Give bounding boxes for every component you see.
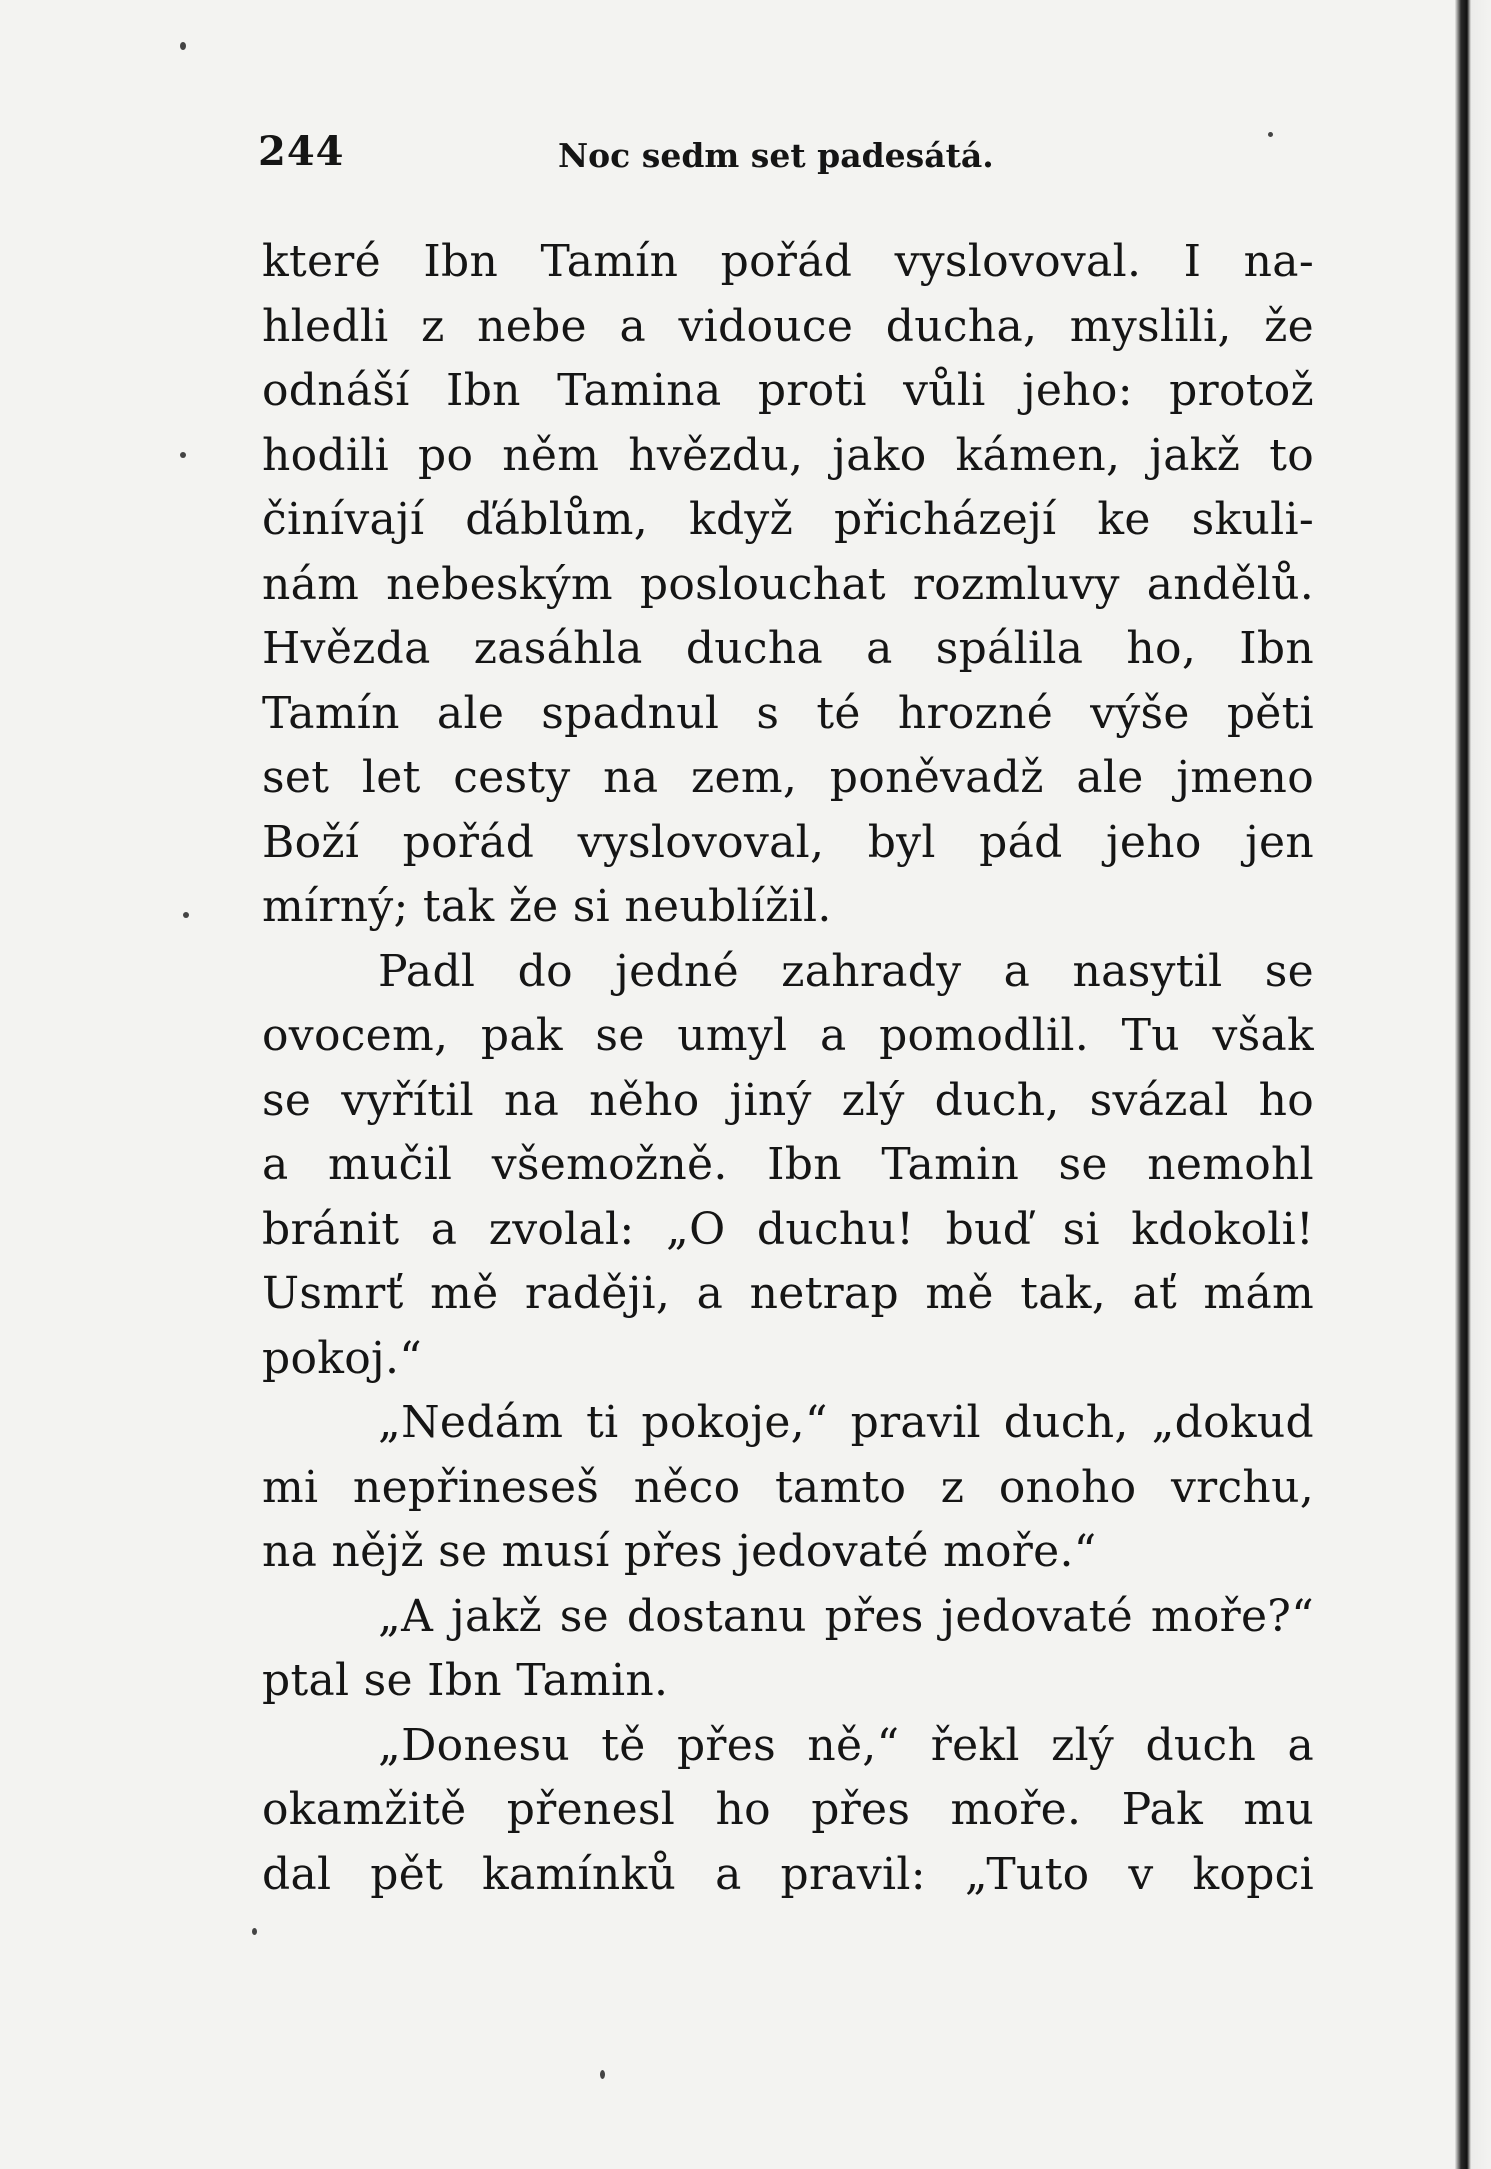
body-text [262,230,1314,1907]
print-speck [252,1928,257,1935]
page-number: 244 [258,128,345,175]
print-speck [180,42,186,50]
print-speck [1268,132,1273,137]
print-speck [183,912,189,918]
text-line: Usmrť mě raději, a netrap mě tak, ať mám [262,1268,1314,1319]
page-header [258,128,1318,188]
text-line: mírný; tak že si neublížil. [262,881,832,932]
text-line: Boží pořád vyslovoval, byl pád jeho jen [262,816,1314,868]
text-line: hledli z nebe a vidouce ducha, myslili, že [262,300,1314,352]
text-line: „A jakž se dostanu přes jedovaté moře?“ [378,1590,1314,1642]
text-line: dal pět kamínků a pravil: „Tuto v kopci [262,1848,1314,1900]
running-title: Noc sedm set padesátá. [558,136,994,175]
text-line: na nějž se musí přes jedovaté moře.“ [262,1526,1097,1577]
text-line: činívají ďáblům, když přicházejí ke skuli- [262,494,1314,545]
text-line: které Ibn Tamín pořád vyslovoval. I na- [262,236,1314,287]
text-line: „Donesu tě přes ně,“ řekl zlý duch a [378,1719,1314,1771]
text-line: Hvězda zasáhla ducha a spálila ho, Ibn [262,623,1314,674]
text-line: nám nebeským poslouchat rozmluvy andělů. [262,558,1314,610]
text-line: bránit a zvolal: „O duchu! buď si kdokoli! [262,1203,1314,1255]
text-line: odnáší Ibn Tamina proti vůli jeho: protož [262,365,1314,416]
print-speck [180,452,186,458]
text-line: mi nepřineseš něco tamto z onoho vrchu, [262,1461,1314,1513]
print-speck [600,2070,605,2079]
text-line: hodili po něm hvězdu, jako kámen, jakž to [262,429,1314,481]
text-line: set let cesty na zem, poněvadž ale jmeno [262,752,1314,803]
text-line: ovocem, pak se umyl a pomodlil. Tu však [262,1010,1314,1061]
text-line: ptal se Ibn Tamin. [262,1655,669,1706]
text-line: Padl do jedné zahrady a nasytil se [378,945,1314,997]
text-line: pokoj.“ [262,1332,423,1384]
text-line: Tamín ale spadnul s té hrozné výše pěti [262,687,1314,739]
text-line: a mučil všemožně. Ibn Tamin se nemohl [262,1139,1314,1190]
text-line: „Nedám ti pokoje,“ pravil duch, „dokud [378,1397,1314,1448]
text-line: se vyřítil na něho jiný zlý duch, svázal ho [262,1074,1314,1126]
text-line: okamžitě přenesl ho přes moře. Pak mu [262,1784,1314,1835]
page-edge [1455,0,1491,2169]
